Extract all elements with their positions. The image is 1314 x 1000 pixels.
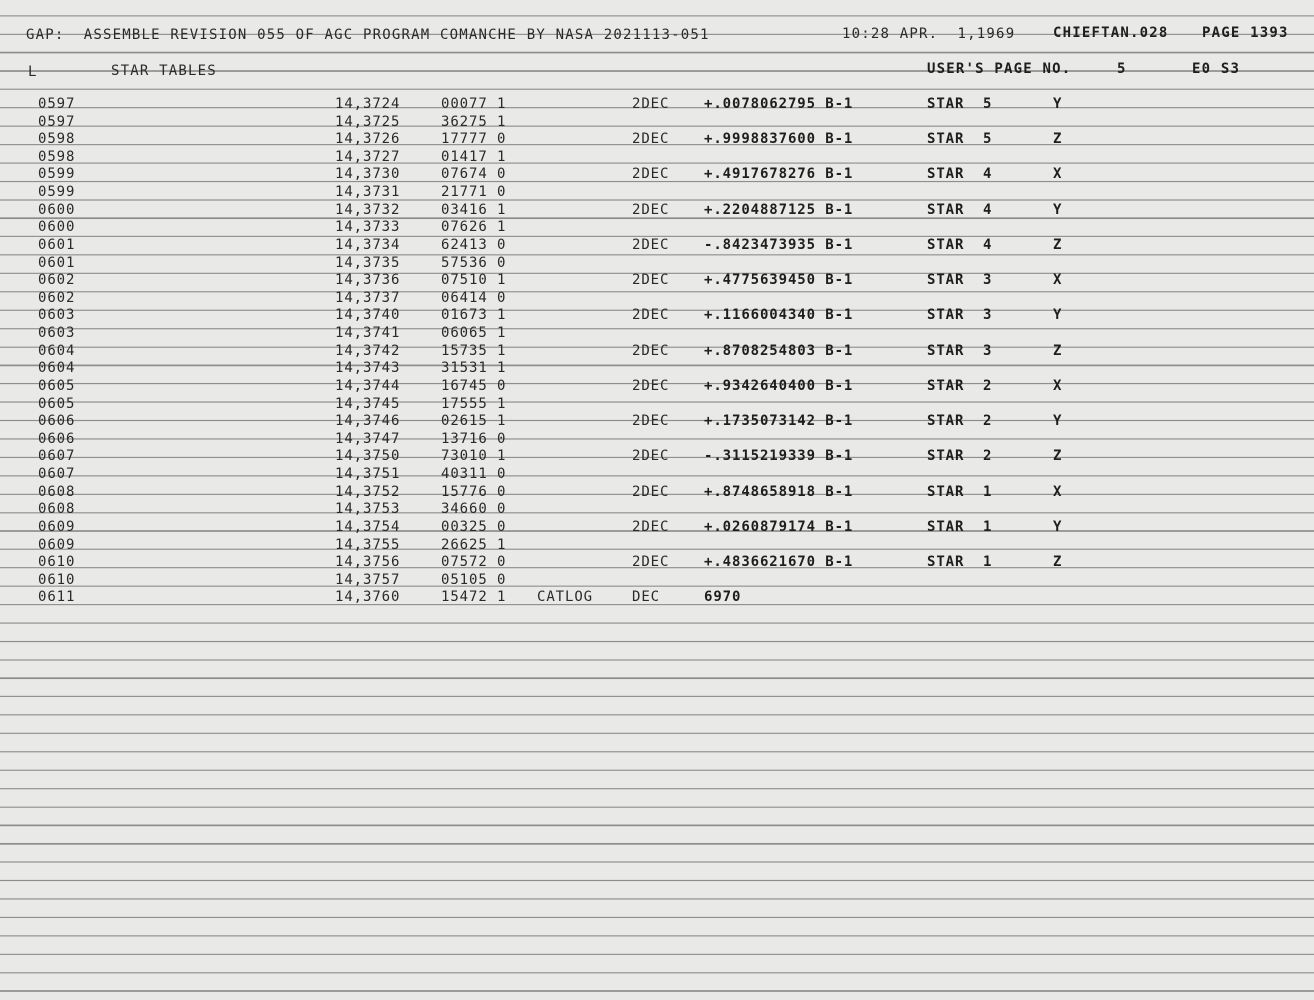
cell-line: 0599 [38, 184, 76, 201]
cell-word: 07510 1 [441, 272, 507, 289]
cell-line: 0603 [38, 307, 76, 324]
cell-line: 0597 [38, 96, 76, 112]
listing-row [0, 554, 1314, 572]
listing-row [0, 343, 1314, 361]
cell-line: 0608 [38, 483, 76, 500]
cell-axis: Z [1053, 342, 1063, 359]
cell-axis: Y [1053, 518, 1063, 535]
cell-axis: Z [1053, 448, 1063, 465]
cell-line: 0602 [38, 272, 76, 289]
listing-row [0, 501, 1314, 519]
cell-axis: Y [1053, 413, 1063, 430]
cell-word: 13716 0 [441, 430, 507, 447]
cell-label: CATLOG [537, 589, 593, 606]
cell-line: 0597 [38, 113, 76, 130]
listing-row [0, 466, 1314, 484]
cell-star: STAR 2 [927, 448, 993, 465]
cell-word: 16745 0 [441, 377, 507, 394]
section-title: STAR TABLES [111, 63, 217, 79]
cell-addr: 14,3731 [335, 184, 401, 201]
cell-word: 15472 1 [441, 589, 507, 606]
cell-addr: 14,3743 [335, 360, 401, 377]
cell-axis: X [1053, 272, 1063, 289]
cell-word: 07674 0 [441, 166, 507, 183]
cell-axis: X [1053, 377, 1063, 394]
cell-line: 0609 [38, 536, 76, 553]
cell-op: 2DEC [632, 342, 670, 359]
cell-axis: Y [1053, 307, 1063, 324]
page-code: E0 S3 [1192, 61, 1241, 77]
listing-row [0, 448, 1314, 466]
cell-word: 34660 0 [441, 501, 507, 518]
cell-line: 0601 [38, 254, 76, 271]
cell-addr: 14,3755 [335, 536, 401, 553]
listing-row [0, 114, 1314, 132]
cell-star: STAR 1 [927, 483, 993, 500]
cell-val: +.1166004340 B-1 [704, 307, 854, 324]
cell-line: 0599 [38, 166, 76, 183]
listing-row [0, 431, 1314, 449]
cell-star: STAR 1 [927, 518, 993, 535]
cell-word: 06065 1 [441, 325, 507, 342]
cell-star: STAR 3 [927, 272, 993, 289]
cell-val: +.4836621670 B-1 [704, 554, 854, 571]
cell-addr: 14,3725 [335, 113, 401, 130]
listing-row [0, 589, 1314, 607]
cell-line: 0611 [38, 589, 76, 606]
cell-word: 36275 1 [441, 113, 507, 130]
cell-op: 2DEC [632, 307, 670, 324]
page-header-page: PAGE 1393 [1202, 25, 1289, 41]
cell-addr: 14,3736 [335, 272, 401, 289]
cell-star: STAR 4 [927, 236, 993, 253]
listing-row [0, 237, 1314, 255]
cell-addr: 14,3746 [335, 413, 401, 430]
cell-word: 15776 0 [441, 483, 507, 500]
cell-op: 2DEC [632, 131, 670, 148]
listing-row [0, 202, 1314, 220]
cell-addr: 14,3742 [335, 342, 401, 359]
cell-line: 0600 [38, 201, 76, 218]
cell-addr: 14,3735 [335, 254, 401, 271]
listing-row [0, 149, 1314, 167]
cell-star: STAR 3 [927, 342, 993, 359]
listing-row [0, 290, 1314, 308]
listing-row [0, 219, 1314, 237]
cell-val: 6970 [704, 589, 742, 606]
cell-word: 00325 0 [441, 518, 507, 535]
cell-op: 2DEC [632, 201, 670, 218]
cell-line: 0607 [38, 448, 76, 465]
listing-row [0, 255, 1314, 273]
cell-axis: Y [1053, 201, 1063, 218]
cell-addr: 14,3754 [335, 518, 401, 535]
listing-row [0, 307, 1314, 325]
cell-addr: 14,3760 [335, 589, 401, 606]
cell-val: -.8423473935 B-1 [704, 236, 854, 253]
cell-op: 2DEC [632, 236, 670, 253]
cell-star: STAR 4 [927, 166, 993, 183]
cell-axis: Y [1053, 96, 1063, 112]
cell-word: 62413 0 [441, 236, 507, 253]
cell-word: 26625 1 [441, 536, 507, 553]
cell-addr: 14,3744 [335, 377, 401, 394]
cell-op: 2DEC [632, 448, 670, 465]
listing-row [0, 96, 1314, 114]
listing-row [0, 184, 1314, 202]
cell-line: 0603 [38, 325, 76, 342]
listing-row [0, 572, 1314, 590]
listing-row [0, 360, 1314, 378]
cell-axis: X [1053, 166, 1063, 183]
cell-word: 17777 0 [441, 131, 507, 148]
page-header-time: 10:28 APR. 1,1969 [842, 26, 1016, 42]
cell-word: 05105 0 [441, 571, 507, 588]
cell-star: STAR 2 [927, 413, 993, 430]
cell-addr: 14,3753 [335, 501, 401, 518]
cell-word: 17555 1 [441, 395, 507, 412]
cell-op: 2DEC [632, 377, 670, 394]
section-mark: L [28, 64, 38, 80]
listing-row [0, 484, 1314, 502]
cell-op: 2DEC [632, 272, 670, 289]
cell-addr: 14,3726 [335, 131, 401, 148]
cell-axis: Z [1053, 131, 1063, 148]
cell-val: +.2204887125 B-1 [704, 201, 854, 218]
cell-word: 01673 1 [441, 307, 507, 324]
cell-addr: 14,3747 [335, 430, 401, 447]
cell-val: +.0078062795 B-1 [704, 96, 854, 112]
cell-word: 40311 0 [441, 466, 507, 483]
cell-star: STAR 5 [927, 96, 993, 112]
listing-row [0, 131, 1314, 149]
cell-axis: Z [1053, 554, 1063, 571]
cell-word: 03416 1 [441, 201, 507, 218]
page-header-title: GAP: ASSEMBLE REVISION 055 OF AGC PROGRAM COMANCHE BY NASA 2021113-051 [26, 27, 710, 43]
cell-word: 07572 0 [441, 554, 507, 571]
cell-line: 0600 [38, 219, 76, 236]
cell-addr: 14,3750 [335, 448, 401, 465]
cell-addr: 14,3740 [335, 307, 401, 324]
cell-word: 01417 1 [441, 148, 507, 165]
cell-addr: 14,3724 [335, 96, 401, 112]
cell-val: +.4775639450 B-1 [704, 272, 854, 289]
listing-row [0, 166, 1314, 184]
listing-row [0, 378, 1314, 396]
cell-val: +.9342640400 B-1 [704, 377, 854, 394]
cell-op: DEC [632, 589, 660, 606]
cell-line: 0610 [38, 571, 76, 588]
listing-row [0, 325, 1314, 343]
cell-line: 0610 [38, 554, 76, 571]
cell-op: 2DEC [632, 554, 670, 571]
cell-val: +.8748658918 B-1 [704, 483, 854, 500]
cell-axis: X [1053, 483, 1063, 500]
cell-addr: 14,3751 [335, 466, 401, 483]
cell-line: 0605 [38, 377, 76, 394]
cell-line: 0609 [38, 518, 76, 535]
cell-star: STAR 4 [927, 201, 993, 218]
cell-val: +.1735073142 B-1 [704, 413, 854, 430]
cell-star: STAR 3 [927, 307, 993, 324]
cell-line: 0606 [38, 430, 76, 447]
cell-star: STAR 1 [927, 554, 993, 571]
cell-val: -.3115219339 B-1 [704, 448, 854, 465]
cell-word: 07626 1 [441, 219, 507, 236]
cell-word: 15735 1 [441, 342, 507, 359]
cell-star: STAR 2 [927, 377, 993, 394]
cell-addr: 14,3734 [335, 236, 401, 253]
cell-addr: 14,3733 [335, 219, 401, 236]
cell-line: 0604 [38, 360, 76, 377]
listing-row [0, 272, 1314, 290]
cell-line: 0598 [38, 148, 76, 165]
cell-line: 0608 [38, 501, 76, 518]
cell-line: 0602 [38, 289, 76, 306]
cell-val: +.4917678276 B-1 [704, 166, 854, 183]
cell-line: 0607 [38, 466, 76, 483]
cell-word: 00077 1 [441, 96, 507, 112]
listing-row [0, 413, 1314, 431]
cell-addr: 14,3752 [335, 483, 401, 500]
cell-val: +.9998837600 B-1 [704, 131, 854, 148]
cell-op: 2DEC [632, 96, 670, 112]
cell-addr: 14,3737 [335, 289, 401, 306]
cell-op: 2DEC [632, 413, 670, 430]
listing-row [0, 537, 1314, 555]
cell-addr: 14,3730 [335, 166, 401, 183]
users-page-label: USER'S PAGE NO. [927, 61, 1072, 77]
cell-addr: 14,3756 [335, 554, 401, 571]
cell-addr: 14,3745 [335, 395, 401, 412]
listing-row [0, 396, 1314, 414]
users-page-number: 5 [1117, 61, 1127, 77]
cell-line: 0604 [38, 342, 76, 359]
cell-line: 0598 [38, 131, 76, 148]
cell-addr: 14,3757 [335, 571, 401, 588]
cell-addr: 14,3727 [335, 148, 401, 165]
cell-word: 57536 0 [441, 254, 507, 271]
cell-val: +.0260879174 B-1 [704, 518, 854, 535]
cell-addr: 14,3732 [335, 201, 401, 218]
cell-line: 0606 [38, 413, 76, 430]
cell-val: +.8708254803 B-1 [704, 342, 854, 359]
cell-op: 2DEC [632, 166, 670, 183]
cell-axis: Z [1053, 236, 1063, 253]
listing-row [0, 519, 1314, 537]
cell-word: 73010 1 [441, 448, 507, 465]
cell-op: 2DEC [632, 518, 670, 535]
cell-word: 21771 0 [441, 184, 507, 201]
page-header-id: CHIEFTAN.028 [1053, 25, 1169, 41]
cell-word: 31531 1 [441, 360, 507, 377]
cell-line: 0601 [38, 236, 76, 253]
cell-addr: 14,3741 [335, 325, 401, 342]
cell-line: 0605 [38, 395, 76, 412]
cell-word: 06414 0 [441, 289, 507, 306]
cell-op: 2DEC [632, 483, 670, 500]
cell-star: STAR 5 [927, 131, 993, 148]
cell-word: 02615 1 [441, 413, 507, 430]
